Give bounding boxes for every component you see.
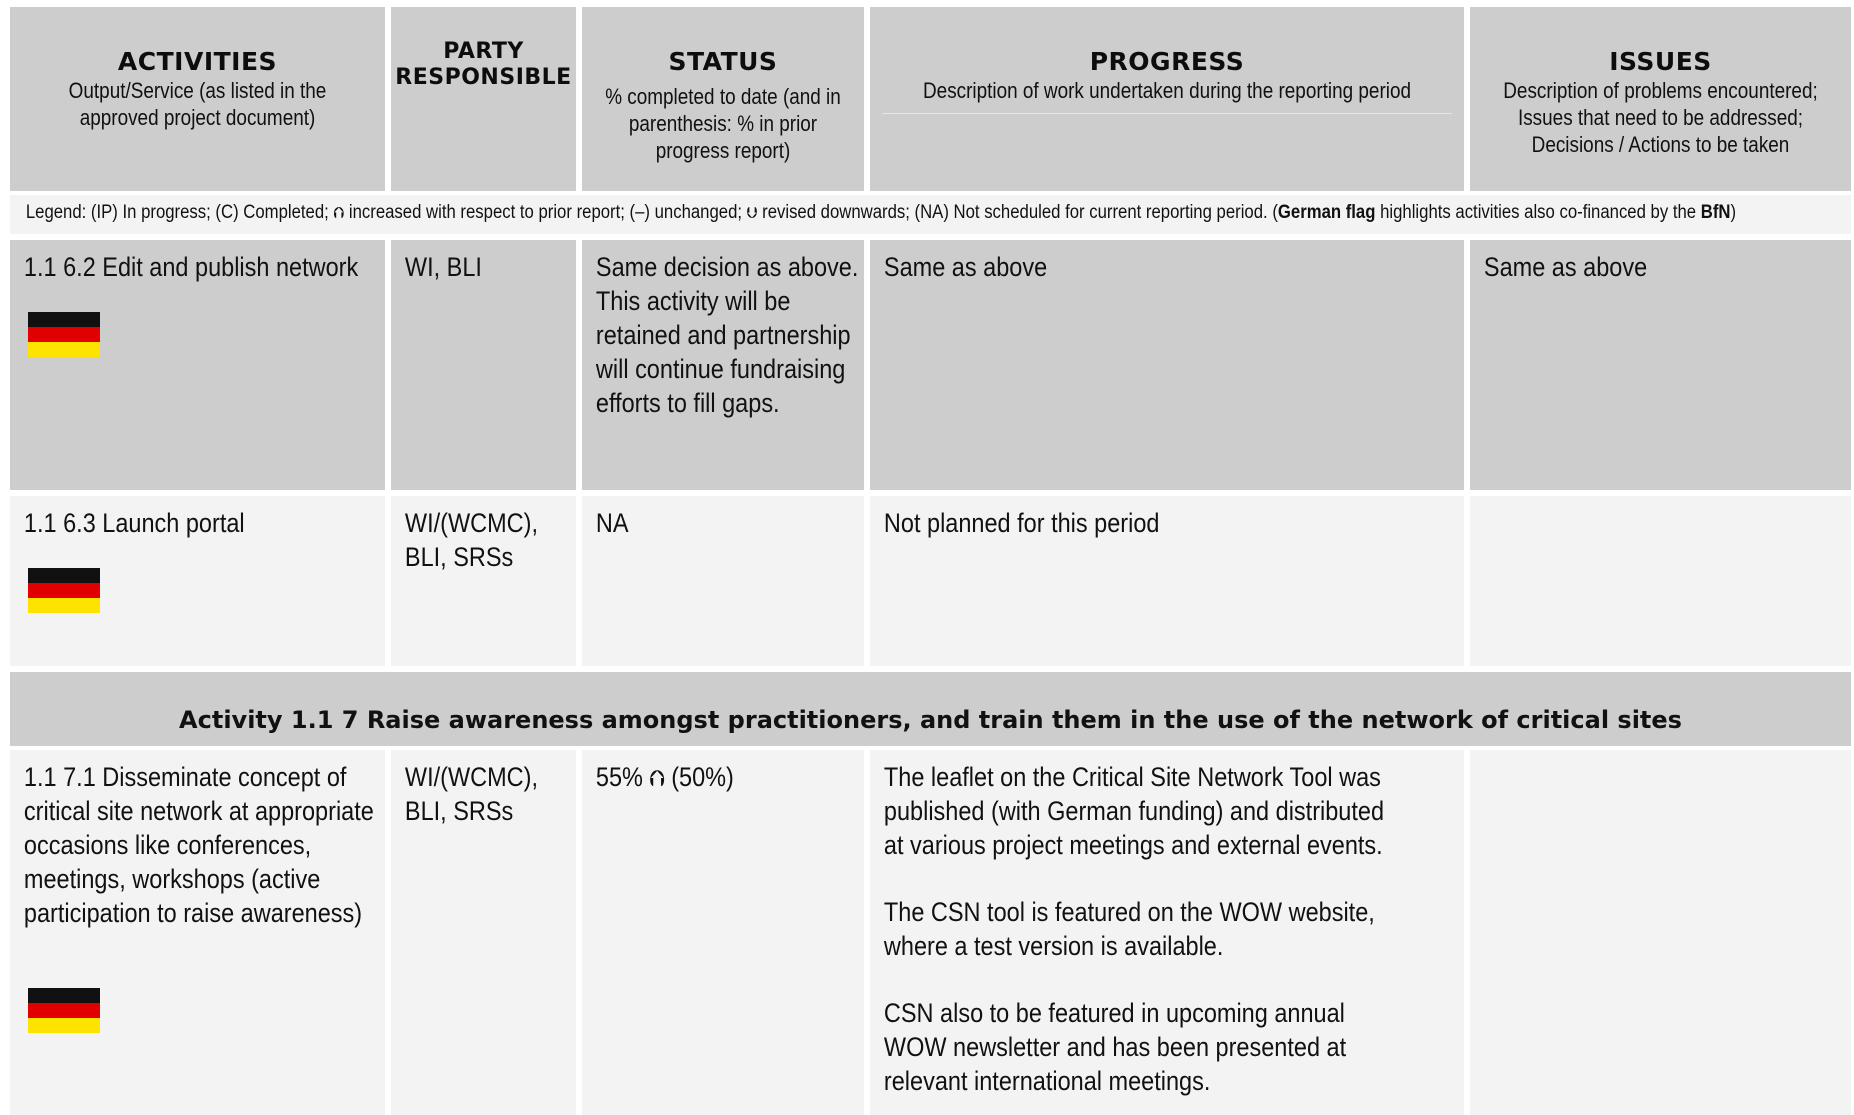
header-party-title1: PARTY [443,39,524,64]
row3-progress [870,750,1464,1098]
header-progress [870,7,1464,191]
german-flag-icon [28,312,100,357]
row1-party-cell [391,240,576,490]
up-arrow-icon: ⮉ [649,765,665,791]
legend-part3: revised downwards; (NA) Not scheduled for current reporting period. ( [757,202,1278,223]
row2-activity-cell [10,496,385,666]
header-issues [1470,7,1851,191]
header-issues-sub3: Decisions / Actions to be taken [1531,132,1790,157]
row1-activity: 1.1 6.2 Edit and publish network [23,252,359,282]
row3-status-pct: 55% [595,762,643,792]
legend-bold-bfn: BfN [1700,202,1731,223]
header-activities [10,7,385,191]
row3-activity: 1.1 7.1 Disseminate concept of critical site network at appropriate occasions like conferences, meetings, workshops (active participation to raise awareness) [23,762,374,928]
row2-progress: Not planned for this period [883,508,1160,538]
row1-issues-cell [1470,240,1851,490]
header-status-sub1: % completed to date (and in [605,84,841,109]
row3-party-cell [391,750,576,1115]
row2-party: WI/(WCMC), BLI, SRSs [404,508,538,572]
row1-status-cell [582,240,864,490]
row1-progress: Same as above [883,252,1048,282]
header-status [582,7,864,191]
row3-progress-para2: The CSN tool is featured on the WOW website, where a test version is available. [883,897,1375,961]
header-progress-sub1: Description of work undertaken during the reporting period [923,78,1411,103]
row2-issues-cell [1470,496,1851,666]
header-activities-sub1: Output/Service (as listed in the [68,78,327,103]
row1-activity-cell [10,240,385,490]
header-issues-sub2: Issues that need to be addressed; [1517,105,1804,130]
header-activities-title: ACTIVITIES [117,47,278,76]
header-status-sub3: progress report) [655,138,791,163]
header-activities-sub2: approved project document) [79,105,316,130]
header-progress-title: PROGRESS [1089,47,1245,76]
row3-status [582,750,864,795]
row3-progress-para1: The leaflet on the Critical Site Network Tool was published (with German funding) and distributed at various project meetings and external events. [883,762,1385,860]
header-progress-divider [882,113,1452,114]
row3-progress-para3: CSN also to be featured in upcoming annual WOW newsletter and has been presented at relevant international meetings. [883,998,1347,1096]
german-flag-icon [28,568,100,613]
legend-text [10,195,1737,231]
down-arrow-icon: ⮋ [746,204,758,222]
row3-issues [1470,750,1851,760]
row2-progress-cell [870,496,1464,666]
row2-status-cell [582,496,864,666]
legend-part2: increased with respect to prior report; (–) unchanged; [344,202,747,223]
row3-progress-cell [870,750,1464,1115]
activity-banner [10,672,1851,746]
activity-banner-title: Activity 1.1 7 Raise awareness amongst practitioners, and train them in the use of the network of critical sites [179,706,1682,734]
row1-issues: Same as above [1483,252,1648,282]
row3-issues-cell [1470,750,1851,1115]
header-party [391,7,576,191]
header-issues-sub1: Description of problems encountered; [1503,78,1818,103]
header-issues-title: ISSUES [1609,47,1712,76]
legend-part1: Legend: (IP) In progress; (C) Completed; [25,202,334,223]
row3-party: WI/(WCMC), BLI, SRSs [404,762,538,826]
row2-status: NA [595,508,629,538]
legend-part5: ) [1730,202,1737,223]
row2-issues [1470,496,1851,506]
up-arrow-icon: ⮉ [333,204,345,222]
header-status-sub2: parenthesis: % in prior [628,111,818,136]
row1-status: Same decision as above. This activity will be retained and partnership will continue fundraising efforts to fill gaps. [595,252,859,418]
header-status-title: STATUS [668,47,778,76]
row2-activity: 1.1 6.3 Launch portal [23,508,245,538]
legend-part4: highlights activities also co-financed by the [1375,202,1701,223]
header-party-title2: RESPONSIBLE [395,65,572,90]
row1-progress-cell [870,240,1464,490]
row3-activity-cell [10,750,385,1115]
row3-status-cell [582,750,864,1115]
row3-status-prior: (50%) [671,762,734,792]
german-flag-icon [28,988,100,1033]
legend-bold-german-flag: German flag [1277,202,1376,223]
row2-party-cell [391,496,576,666]
row1-party: WI, BLI [404,252,482,282]
legend-row [10,195,1851,234]
